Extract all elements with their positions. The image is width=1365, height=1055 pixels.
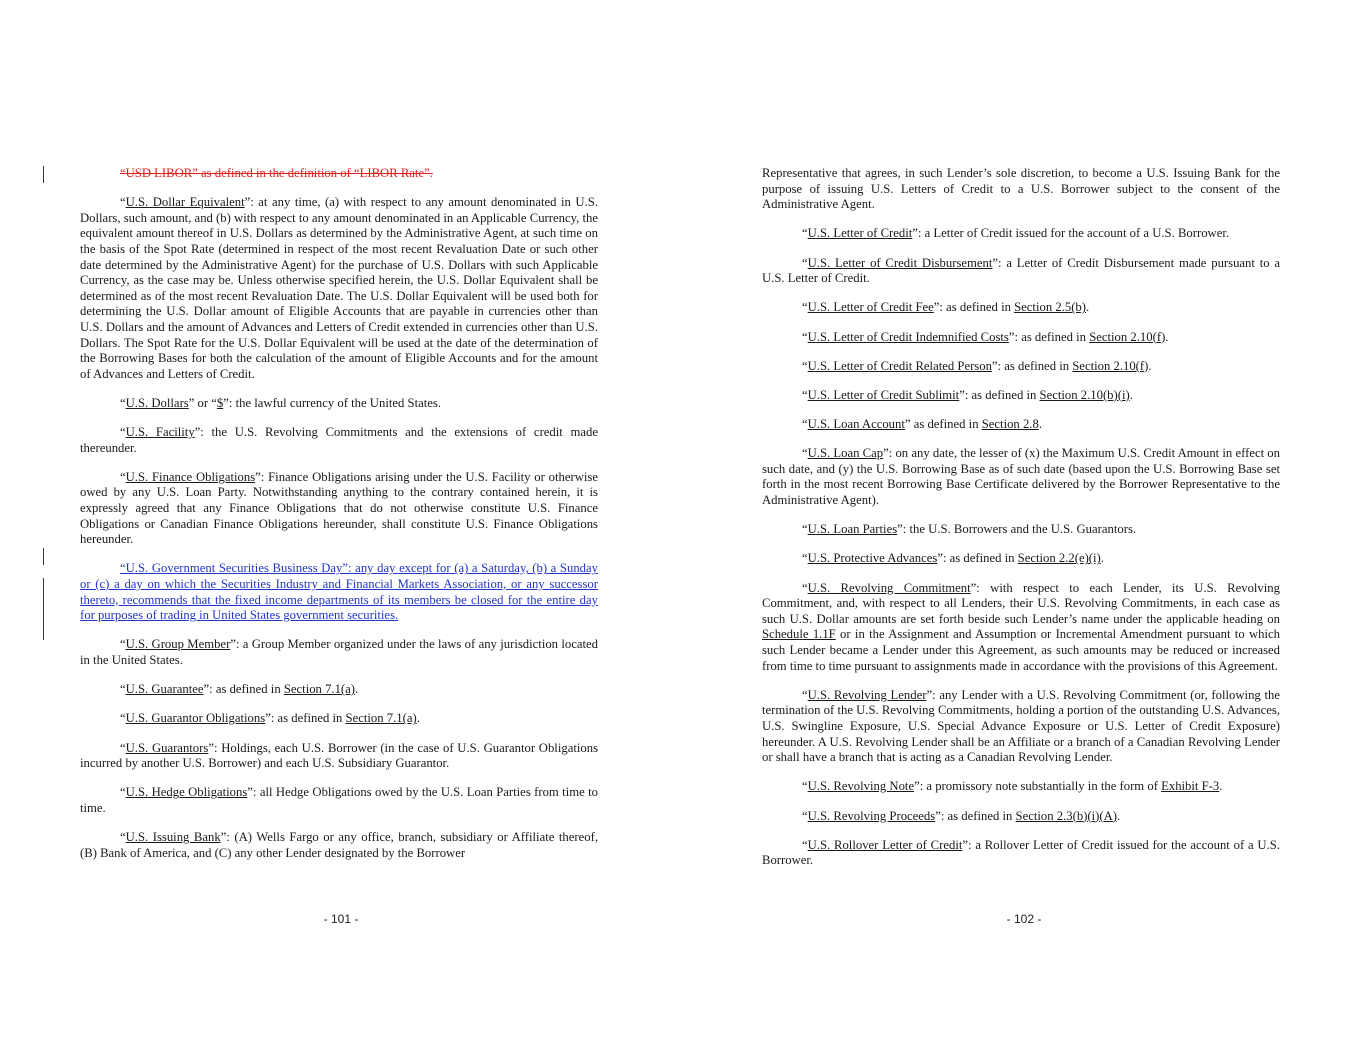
text-segment: . bbox=[416, 711, 420, 726]
definition-paragraph bbox=[762, 779, 1280, 795]
defined-term: Section 7.1(a) bbox=[345, 711, 417, 726]
definition-paragraph bbox=[80, 741, 598, 772]
definition-paragraph bbox=[762, 581, 1280, 675]
text-segment: ”: with respect to each Lender, its U.S. Revolving Commitment, and, with respect to all Lenders, their U.S. Revolving Commitments, in each case as such U.S. Dollar amounts are set forth beside such Lender’s name under the applicable heading on bbox=[762, 580, 1280, 626]
text-segment: “ bbox=[802, 779, 808, 794]
defined-term: U.S. Loan Parties bbox=[807, 522, 898, 537]
defined-term: U.S. Guarantors bbox=[125, 740, 209, 755]
text-segment: “ bbox=[802, 255, 808, 270]
text-segment: ”: on any date, the lesser of (x) the Maximum U.S. Credit Amount in effect on such date, and (y) the U.S. Borrowing Base as of such date (based upon the U.S. Borrowing Base set forth in the most recent Borrowing Base Certificate delivered by the Borrower Representative to the Administrative Agent). bbox=[762, 446, 1280, 508]
text-segment: . bbox=[1165, 329, 1169, 344]
text-segment: “ bbox=[120, 469, 126, 484]
defined-term: U.S. Revolving Lender bbox=[807, 687, 927, 702]
text-segment: “ bbox=[120, 711, 126, 726]
text-segment: ”: as defined in bbox=[935, 808, 1016, 823]
defined-term: U.S. Group Member bbox=[125, 637, 231, 652]
definition-paragraph bbox=[762, 417, 1280, 433]
text-segment: “ bbox=[120, 785, 126, 800]
defined-term: U.S. Protective Advances bbox=[807, 551, 938, 566]
definition-paragraph bbox=[762, 388, 1280, 404]
definition-paragraph bbox=[762, 838, 1280, 869]
text-segment: ”: as defined in bbox=[933, 300, 1015, 315]
text-segment: “ bbox=[120, 425, 126, 440]
defined-term: U.S. Letter of Credit Sublimit bbox=[807, 387, 960, 402]
text-segment: “ bbox=[802, 226, 808, 241]
defined-term: U.S. Guarantor Obligations bbox=[125, 711, 266, 726]
defined-term: U.S. Guarantee bbox=[125, 682, 204, 697]
text-segment: ” as defined in bbox=[904, 417, 982, 432]
definition-paragraph bbox=[80, 396, 598, 412]
definition-paragraph bbox=[762, 166, 1280, 213]
page-number: - 102 - bbox=[1006, 912, 1042, 926]
text-segment: ”: a Letter of Credit issued for the account of a U.S. Borrower. bbox=[912, 226, 1230, 241]
defined-term: U.S. Loan Account bbox=[807, 417, 905, 432]
text-segment: “ bbox=[802, 837, 808, 852]
page-101 bbox=[0, 0, 682, 1055]
text-segment: ”: any Lender with a U.S. Revolving Commitment (or, following the termination of the U.S. Revolving Commitments, holding a portion of the outstanding U.S. Advances, U.S. Swingline Exposure, U.S. Special Advance Exposure or U.S. Letter of Credit Exposure) hereunder. A U.S. Revolving Lender shall be an Affiliate or a branch of a Canadian Revolving Lender or shall have a branch that is acting as a Canadian Revolving Lender. bbox=[762, 687, 1280, 765]
text-segment: “ bbox=[120, 395, 126, 410]
text-segment: “ bbox=[802, 300, 808, 315]
definition-paragraph bbox=[762, 330, 1280, 346]
text-segment: “ bbox=[802, 687, 808, 702]
definition-paragraph bbox=[80, 637, 598, 668]
text-segment: . bbox=[355, 682, 359, 697]
defined-term: U.S. Revolving Commitment bbox=[807, 580, 971, 595]
defined-term: U.S. Letter of Credit bbox=[807, 226, 913, 241]
definition-paragraph bbox=[80, 195, 598, 382]
definition-paragraph bbox=[762, 256, 1280, 287]
text-segment: “U.S. Government Securities Business Day”: any day except for (a) a Saturday, (b) a Sunday or (c) a day on which the Securities Industry and Financial Markets Association, or any successor thereto, recommends that the fixed income departments of its members be closed for the entire day for purposes of trading in United States government securities. bbox=[80, 561, 598, 623]
defined-term: Section 2.10(f) bbox=[1089, 329, 1166, 344]
definition-paragraph bbox=[80, 682, 598, 698]
text-segment: “USD LIBOR” as defined in the definition of “LIBOR Rate”. bbox=[120, 166, 433, 180]
text-segment: “ bbox=[120, 682, 126, 697]
definition-paragraph bbox=[80, 470, 598, 548]
text-segment: ”: Holdings, each U.S. Borrower (in the case of U.S. Guarantor Obligations incurred by another U.S. Borrower) and each U.S. Subsidiary Guarantor. bbox=[80, 740, 599, 771]
defined-term: Section 2.5(b) bbox=[1014, 300, 1086, 315]
defined-term: Section 2.8 bbox=[981, 417, 1039, 432]
text-segment: or in the Assignment and Assumption or Incremental Amendment pursuant to which such Lender became a Lender under this Agreement, as such amounts may be reduced or increased from time to time pursuant to assignments made in accordance with the provisions of this Agreement. bbox=[762, 627, 1280, 673]
definition-paragraph bbox=[762, 446, 1280, 508]
defined-term: Section 2.10(f) bbox=[1072, 358, 1149, 373]
text-segment: “ bbox=[120, 830, 126, 845]
text-segment: ”: a Letter of Credit Disbursement made pursuant to a U.S. Letter of Credit. bbox=[762, 255, 1280, 286]
definition-paragraph bbox=[80, 425, 598, 456]
definition-paragraph bbox=[762, 688, 1280, 766]
text-segment: ”: the U.S. Revolving Commitments and the extensions of credit made thereunder. bbox=[80, 425, 598, 455]
defined-term: U.S. Hedge Obligations bbox=[125, 785, 248, 800]
defined-term: U.S. Letter of Credit Disbursement bbox=[807, 255, 993, 270]
text-segment: ”: as defined in bbox=[937, 551, 1018, 566]
defined-term: U.S. Letter of Credit Fee bbox=[807, 300, 934, 315]
text-segment: “ bbox=[802, 808, 808, 823]
text-segment: Representative that agrees, in such Lender’s sole discretion, to become a U.S. Issuing Bank for the purpose of issuing U.S. Letters of Credit to a U.S. Borrower subject to the consent of the Administrative Agent. bbox=[762, 166, 1280, 212]
defined-term: U.S. Dollar Equivalent bbox=[125, 195, 245, 210]
definition-paragraph bbox=[762, 522, 1280, 538]
defined-term: U.S. Issuing Bank bbox=[125, 830, 221, 845]
defined-term: Section 2.3(b)(i)(A) bbox=[1015, 808, 1118, 823]
text-segment: “ bbox=[802, 329, 808, 344]
defined-term: Exhibit F-3 bbox=[1161, 779, 1220, 794]
definition-paragraph bbox=[80, 785, 598, 816]
text-segment: ”: as defined in bbox=[1008, 329, 1090, 344]
definition-paragraph bbox=[80, 830, 598, 861]
text-segment: “ bbox=[802, 580, 808, 595]
text-segment: “ bbox=[802, 446, 808, 461]
change-bar-deleted bbox=[43, 166, 44, 183]
defined-term: U.S. Rollover Letter of Credit bbox=[807, 837, 963, 852]
text-segment: . bbox=[1148, 358, 1152, 373]
text-segment: . bbox=[1129, 387, 1133, 402]
definition-paragraph bbox=[762, 359, 1280, 375]
text-segment: ”: Finance Obligations arising under the U.S. Facility or otherwise owed by any U.S. Loan Party. Notwithstanding anything to the contrary contained herein, it is expressly agreed that any Finance Obligations that do not otherwise constitute U.S. Finance Obligations or Canadian Finance Obligations hereunder, shall constitute U.S. Finance Obligations hereunder. bbox=[80, 469, 598, 547]
change-bar-inserted bbox=[43, 578, 44, 640]
page-number: - 101 - bbox=[323, 912, 359, 926]
definition-paragraph bbox=[762, 809, 1280, 825]
text-segment: . bbox=[1038, 417, 1042, 432]
text-segment: ”: as defined in bbox=[991, 358, 1073, 373]
defined-term: U.S. Loan Cap bbox=[807, 446, 884, 461]
text-segment: ”: the lawful currency of the United States. bbox=[223, 395, 441, 410]
inserted-definition bbox=[80, 561, 598, 623]
defined-term: U.S. Finance Obligations bbox=[125, 469, 256, 484]
text-segment: “ bbox=[802, 417, 808, 432]
text-segment: ”: all Hedge Obligations owed by the U.S. Loan Parties from time to time. bbox=[80, 785, 598, 815]
definition-paragraph bbox=[80, 711, 598, 727]
definition-paragraph bbox=[762, 551, 1280, 567]
text-segment: ”: as defined in bbox=[265, 711, 346, 726]
text-segment: ” or “ bbox=[188, 395, 217, 410]
deleted-text bbox=[120, 166, 433, 180]
defined-term: Section 7.1(a) bbox=[283, 682, 356, 697]
text-segment: ”: as defined in bbox=[203, 682, 284, 697]
definition-paragraph bbox=[762, 300, 1280, 316]
text-column bbox=[80, 166, 598, 861]
text-segment: “ bbox=[802, 387, 808, 402]
text-segment: ”: a Rollover Letter of Credit issued for the account of a U.S. Borrower. bbox=[762, 837, 1280, 868]
text-segment: “ bbox=[802, 551, 808, 566]
defined-term: $ bbox=[216, 395, 224, 410]
text-segment: ”: as defined in bbox=[959, 387, 1040, 402]
text-segment: “ bbox=[802, 358, 808, 373]
text-segment: ”: a promissory note substantially in the form of bbox=[914, 779, 1162, 794]
defined-term: U.S. Revolving Note bbox=[807, 779, 915, 794]
inserted-text bbox=[80, 561, 598, 622]
text-segment: . bbox=[1100, 551, 1104, 566]
text-segment: “ bbox=[120, 637, 126, 652]
defined-term: U.S. Revolving Proceeds bbox=[807, 808, 936, 823]
defined-term: U.S. Letter of Credit Indemnified Costs bbox=[807, 329, 1009, 344]
defined-term: Section 2.2(e)(i) bbox=[1017, 551, 1101, 566]
text-segment: “ bbox=[120, 740, 126, 755]
defined-term: U.S. Dollars bbox=[125, 395, 189, 410]
text-column bbox=[762, 166, 1280, 869]
defined-term: U.S. Letter of Credit Related Person bbox=[807, 358, 992, 373]
text-segment: ”: at any time, (a) with respect to any amount denominated in U.S. Dollars, such amount, and (b) with respect to any amount denominated in an Applicable Currency, the equivalent amount thereof in U.S. Dollars as determined by the Administrative Agent, at such time on the basis of the Spot Rate (determined in respect of the most recent Revaluation Date or such other date determined by the Administrative Agent) for the purchase of U.S. Dollars with such Applicable Currency, as the case may be. Unless otherwise specified herein, the U.S. Dollar Equivalent shall be determined as of the most recent Revaluation Date. The U.S. Dollar Equivalent will be used both for determining the U.S. Dollar amount of Eligible Accounts that are payable in currencies other than U.S. Dollars and the amount of Advances and Letters of Credit extended in currencies other than U.S. Dollars. The Spot Rate for the U.S. Dollar Equivalent will be used at the date of the determination of the Borrowing Bases for both the calculation of the amount of Eligible Accounts and for the amount of Advances and Letters of Credit. bbox=[80, 195, 598, 381]
text-segment: . bbox=[1219, 779, 1223, 794]
text-segment: ”: the U.S. Borrowers and the U.S. Guarantors. bbox=[897, 522, 1137, 537]
text-segment: “ bbox=[802, 522, 808, 537]
text-segment: “ bbox=[120, 195, 126, 210]
defined-term: Schedule 1.1F bbox=[762, 627, 836, 642]
page-102 bbox=[683, 0, 1365, 1055]
defined-term: U.S. Facility bbox=[125, 425, 195, 440]
defined-term: Section 2.10(b)(i) bbox=[1039, 387, 1130, 402]
text-segment: ”: a Group Member organized under the laws of any jurisdiction located in the United States. bbox=[80, 637, 598, 667]
text-segment: ”: (A) Wells Fargo or any office, branch, subsidiary or Affiliate thereof, (B) Bank of America, and (C) any other Lender designated by the Borrower bbox=[80, 830, 598, 860]
text-segment: . bbox=[1117, 808, 1121, 823]
definition-paragraph bbox=[762, 226, 1280, 242]
change-bar-finance-obligations bbox=[43, 548, 44, 565]
deleted-definition bbox=[80, 166, 598, 182]
text-segment: . bbox=[1086, 300, 1090, 315]
